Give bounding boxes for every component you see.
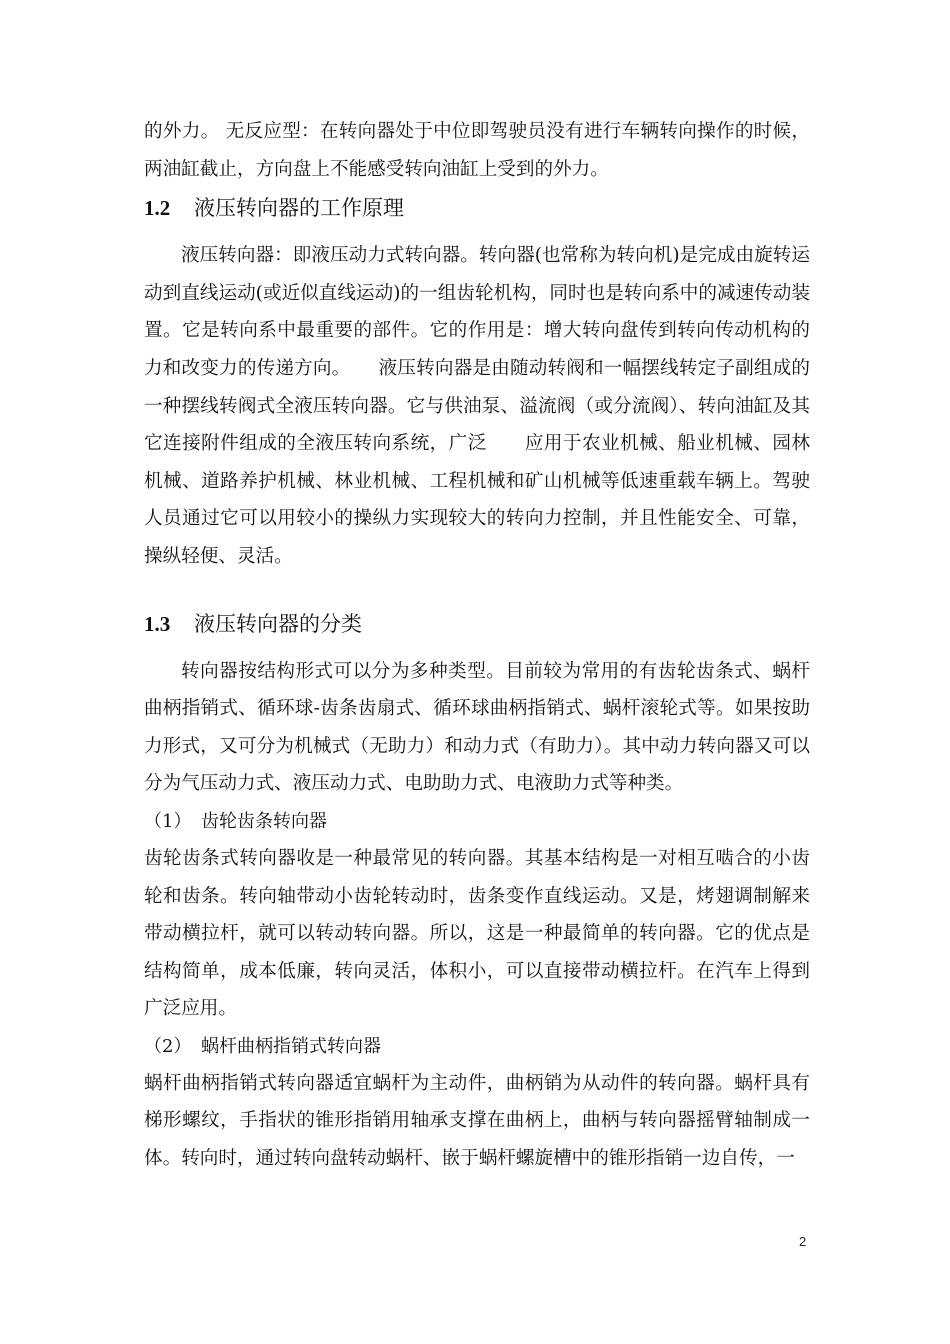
page-number: 2 [799, 1234, 807, 1249]
subheading-rack-pinion [144, 803, 810, 840]
paragraph-classification: 转向器按结构形式可以分为多种类型。目前较为常用的有齿轮齿条式、蜗杆曲柄指销式、循环球-齿条齿扇式、循环球曲柄指销式、蜗杆滚轮式等。如果按助力形式，又可分为机械式（无助力）和动力式（有助力）。其中动力转向器又可以分为气压动力式、液压动力式、电助助力式、电液助力式等种类。 [144, 660, 810, 795]
paragraph-rack-pinion: 齿轮齿条式转向器收是一种最常见的转向器。其基本结构是一对相互啮合的小齿轮和齿条。转向轴带动小齿轮转动时，齿条变作直线运动。又是，烤翅调制解来带动横拉杆，就可以转动转向器。所以，这是一种最简单的转向器。它的优点是结构简单，成本低廉，转向灵活，体积小，可以直接带动横拉杆。在汽车上得到广泛应用。 [144, 847, 810, 1020]
subheading-number: （1） [144, 810, 192, 832]
subheading-worm-crank [144, 1028, 810, 1065]
subheading-title: 蜗杆曲柄指销式转向器 [201, 1035, 381, 1057]
section-heading-1-2 [144, 190, 810, 227]
subheading-number: （2） [144, 1035, 192, 1057]
section-heading-1-3 [144, 606, 810, 643]
paragraph-continuation: 的外力。 无反应型：在转向器处于中位即驾驶员没有进行车辆转向操作的时候，两油缸截止，方向盘上不能感受转向油缸上受到的外力。 [144, 121, 810, 180]
page-content [144, 113, 810, 1178]
section-number: 1.3 [144, 611, 171, 636]
paragraph-worm-crank: 蜗杆曲柄指销式转向器适宜蜗杆为主动件，曲柄销为从动件的转向器。蜗杆具有梯形螺纹，手指状的锥形指销用轴承支撑在曲柄上，曲柄与转向器摇臂轴制成一体。转向时，通过转向盘转动蜗杆、嵌于蜗杆螺旋槽中的锥形指销一边自传，一 [144, 1072, 810, 1170]
section-title: 液压转向器的分类 [194, 611, 362, 636]
subheading-title: 齿轮齿条转向器 [201, 810, 327, 832]
section-title: 液压转向器的工作原理 [194, 196, 404, 221]
paragraph-working-principle: 液压转向器：即液压动力式转向器。转向器(也常称为转向机)是完成由旋转运动到直线运动(或近似直线运动)的一组齿轮机构，同时也是转向系中的减速传动装置。它是转向系中最重要的部件。它的作用是：增大转向盘传到转向传动机构的力和改变力的传递方向。 液压转向器是由随动转阀和一幅摆线转定子副组成的一种摆线转阀式全液压转向器。它与供油泵、溢流阀（或分流阀）、转向油缸及其它连接附件组成的全液压转向系统，广泛 应用于农业机械、船业机械、园林机械、道路养护机械、林业机械、工程机械和矿山机械等低速重载车辆上。驾驶人员通过它可以用较小的操纵力实现较大的转向力控制，并且性能安全、可靠，操纵轻便、灵活。 [144, 245, 810, 567]
section-number: 1.2 [144, 196, 171, 221]
